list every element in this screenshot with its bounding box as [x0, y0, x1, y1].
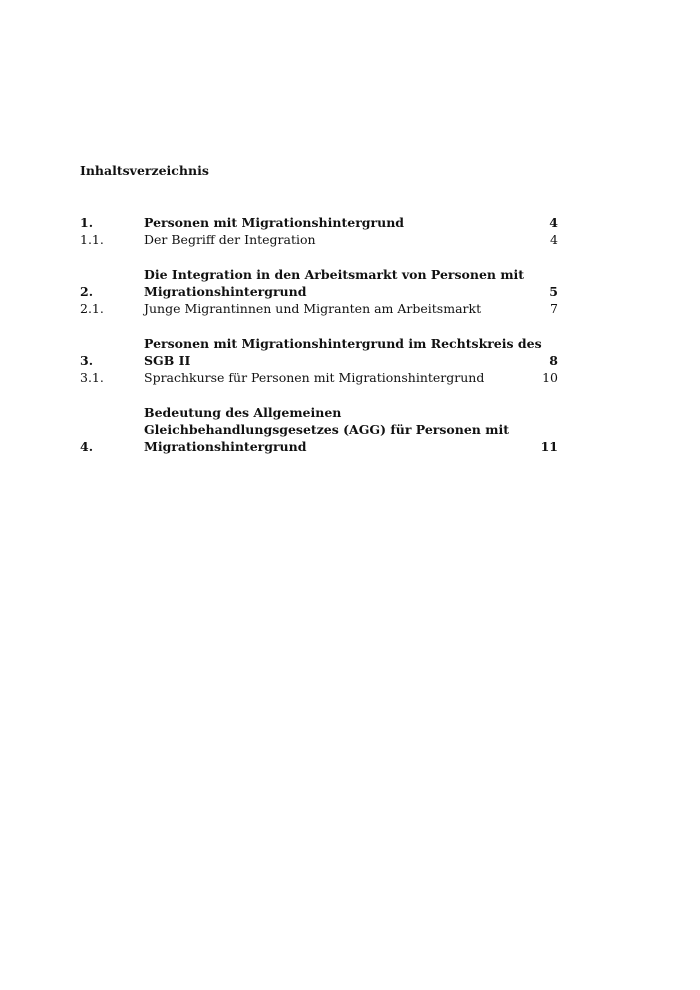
- toc-entry-title: Personen mit Migrationshintergrund: [144, 215, 405, 230]
- toc-entry-number: 1.1.: [80, 232, 104, 247]
- toc-entry-title: Personen mit Migrationshintergrund im Rechtskreis des SGB II: [144, 336, 542, 368]
- toc-entry-1-1[interactable]: [80, 231, 558, 248]
- toc-heading: Inhaltsverzeichnis: [80, 163, 209, 178]
- toc-entry-3[interactable]: [80, 335, 558, 369]
- toc-entry-2[interactable]: [80, 266, 558, 300]
- toc-entry-page: 7: [550, 301, 558, 316]
- toc-entry-number: 3.1.: [80, 370, 104, 385]
- section-spacer: [80, 248, 558, 266]
- toc-entry-page: 8: [549, 353, 558, 368]
- toc-entry-number: 4.: [80, 439, 94, 454]
- toc-entry-page: 4: [550, 232, 558, 247]
- toc-entry-number: 2.1.: [80, 301, 104, 316]
- toc-entry-title: Sprachkurse für Personen mit Migrationshintergrund: [144, 370, 485, 385]
- toc-entry-page: 4: [549, 215, 558, 230]
- toc-entry-title: Die Integration in den Arbeitsmarkt von Personen mit Migrationshintergrund: [144, 267, 525, 299]
- toc-entry-3-1[interactable]: [80, 369, 558, 386]
- toc-entry-number: 1.: [80, 215, 94, 230]
- toc-entry-title: Der Begriff der Integration: [144, 232, 316, 247]
- table-of-contents: [80, 214, 558, 455]
- toc-entry-number: 2.: [80, 284, 94, 299]
- toc-entry-page: 10: [542, 370, 558, 385]
- toc-entry-title: Bedeutung des Allgemeinen Gleichbehandlungsgesetzes (AGG) für Personen mit Migrationshintergrund: [144, 405, 509, 454]
- section-spacer: [80, 386, 558, 404]
- toc-entry-4[interactable]: [80, 404, 558, 455]
- toc-entry-2-1[interactable]: [80, 300, 558, 317]
- section-spacer: [80, 317, 558, 335]
- toc-entry-page: 5: [549, 284, 558, 299]
- toc-entry-title: Junge Migrantinnen und Migranten am Arbeitsmarkt: [144, 301, 482, 316]
- toc-entry-number: 3.: [80, 353, 94, 368]
- toc-entry-page: 11: [540, 439, 558, 454]
- toc-entry-1[interactable]: [80, 214, 558, 231]
